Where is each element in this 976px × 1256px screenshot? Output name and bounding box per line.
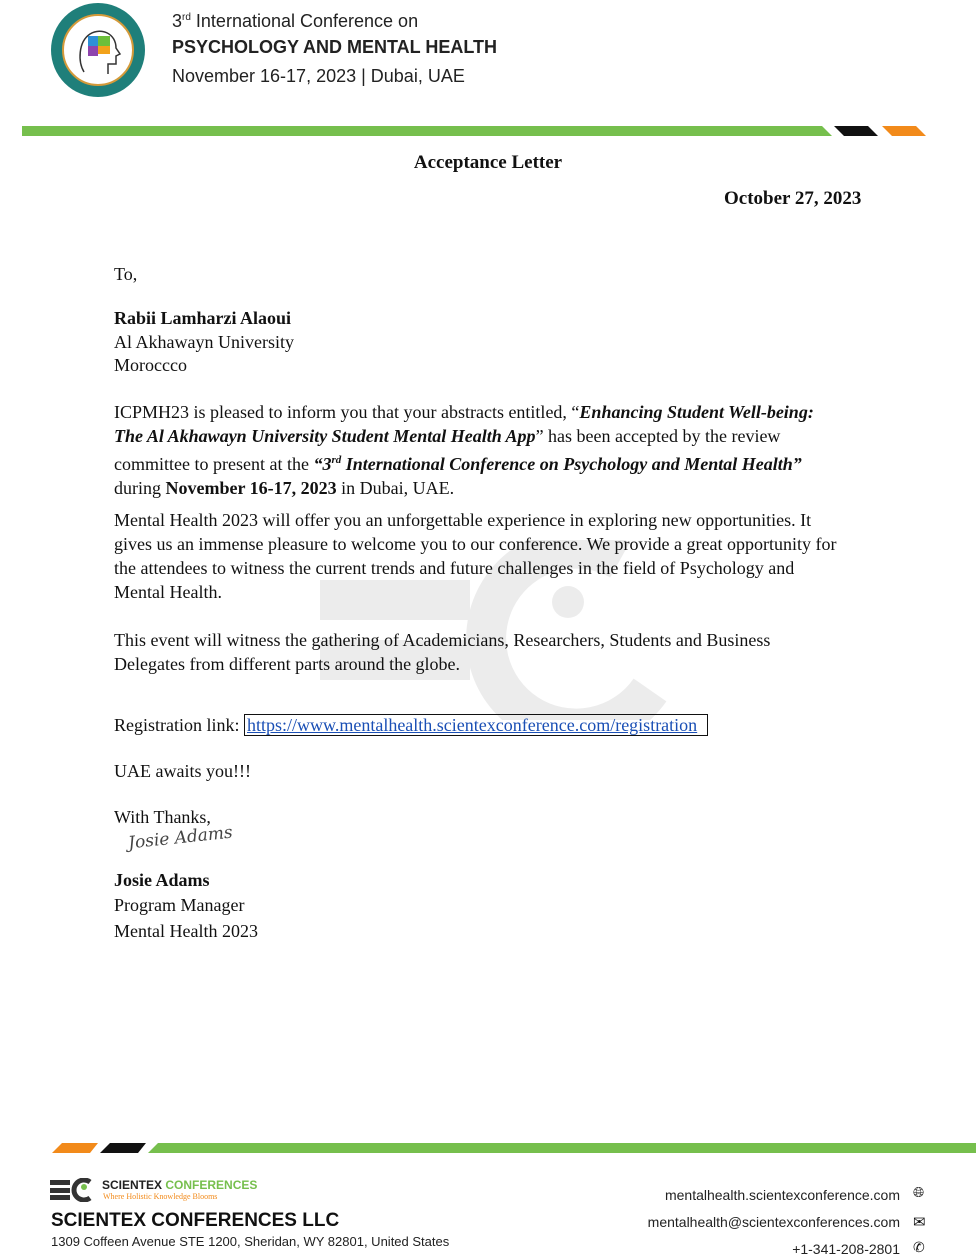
envelope-icon: ✉︎ bbox=[913, 1215, 926, 1231]
conference-name: “3rd International Conference on Psychology and Mental Health” bbox=[313, 454, 802, 474]
event-dates: November 16-17, 2023 bbox=[165, 478, 337, 498]
conference-dates: November 16-17, 2023 | Dubai, UAE bbox=[172, 66, 465, 86]
closing-line: UAE awaits you!!! bbox=[114, 761, 251, 781]
event-paragraph: This event will witness the gathering of Academicians, Researchers, Students and Business Delegates from different parts around the globe. bbox=[114, 630, 771, 674]
company-name: SCIENTEX CONFERENCES LLC bbox=[51, 1210, 340, 1231]
recipient-country: Moroccco bbox=[114, 355, 187, 375]
recipient-organization: Al Akhawayn University bbox=[114, 332, 294, 352]
acceptance-paragraph bbox=[114, 400, 842, 500]
registration-line bbox=[114, 713, 854, 737]
letter-heading: Acceptance Letter bbox=[413, 152, 563, 173]
globe-icon: 🌐︎ bbox=[913, 1186, 925, 1201]
conference-edition: 3rd International Conference on bbox=[172, 11, 419, 31]
experience-paragraph: Mental Health 2023 will offer you an unforgettable experience in exploring new opportunities. It gives us an immense pleasure to welcome you to our conference. We provide a great opportunity for the attendees to witness the current trends and future challenges in the field of Psychology and Mental Health. bbox=[114, 510, 837, 602]
scientex-tagline: Where Holistic Knowledge Blooms bbox=[103, 1192, 218, 1201]
abstract-title: Enhancing Student Well-being: The Al Akhawayn University Student Mental Health App bbox=[114, 402, 814, 446]
signer-title: Program Manager bbox=[114, 895, 245, 915]
letter-date: October 27, 2023 bbox=[724, 188, 862, 209]
scientex-brand: SCIENTEX CONFERENCES bbox=[102, 1178, 258, 1192]
header-divider bbox=[22, 125, 932, 137]
text: ICPMH23 is pleased to inform you that your abstracts entitled, “ bbox=[114, 402, 580, 422]
company-address: 1309 Coffeen Avenue STE 1200, Sheridan, WY 82801, United States bbox=[51, 1234, 450, 1249]
thanks-line: With Thanks, bbox=[114, 807, 211, 827]
signer-name: Josie Adams bbox=[114, 870, 210, 890]
footer-phone: +1-341-208-2801 bbox=[792, 1241, 900, 1256]
registration-label: Registration link: bbox=[114, 715, 244, 735]
text: in Dubai, UAE. bbox=[336, 478, 455, 498]
signature: Josie Adams bbox=[127, 822, 234, 854]
text: during bbox=[114, 478, 166, 498]
registration-link[interactable]: https://www.mentalhealth.scientexconference.com/registration bbox=[244, 714, 708, 736]
footer-website[interactable]: mentalhealth.scientexconference.com bbox=[664, 1187, 900, 1203]
salutation: To, bbox=[114, 264, 138, 284]
conference-title: PSYCHOLOGY AND MENTAL HEALTH bbox=[172, 37, 498, 57]
footer-divider bbox=[52, 1142, 976, 1154]
whatsapp-icon: ✆ bbox=[913, 1241, 925, 1256]
signer-organization: Mental Health 2023 bbox=[114, 921, 258, 941]
recipient-name: Rabii Lamharzi Alaoui bbox=[114, 308, 292, 328]
text: ” has been accepted by the review committee to present at the bbox=[114, 426, 781, 474]
footer-email[interactable]: mentalhealth@scientexconferences.com bbox=[647, 1214, 900, 1230]
scientex-logo bbox=[50, 1178, 96, 1207]
conference-logo bbox=[50, 2, 146, 98]
